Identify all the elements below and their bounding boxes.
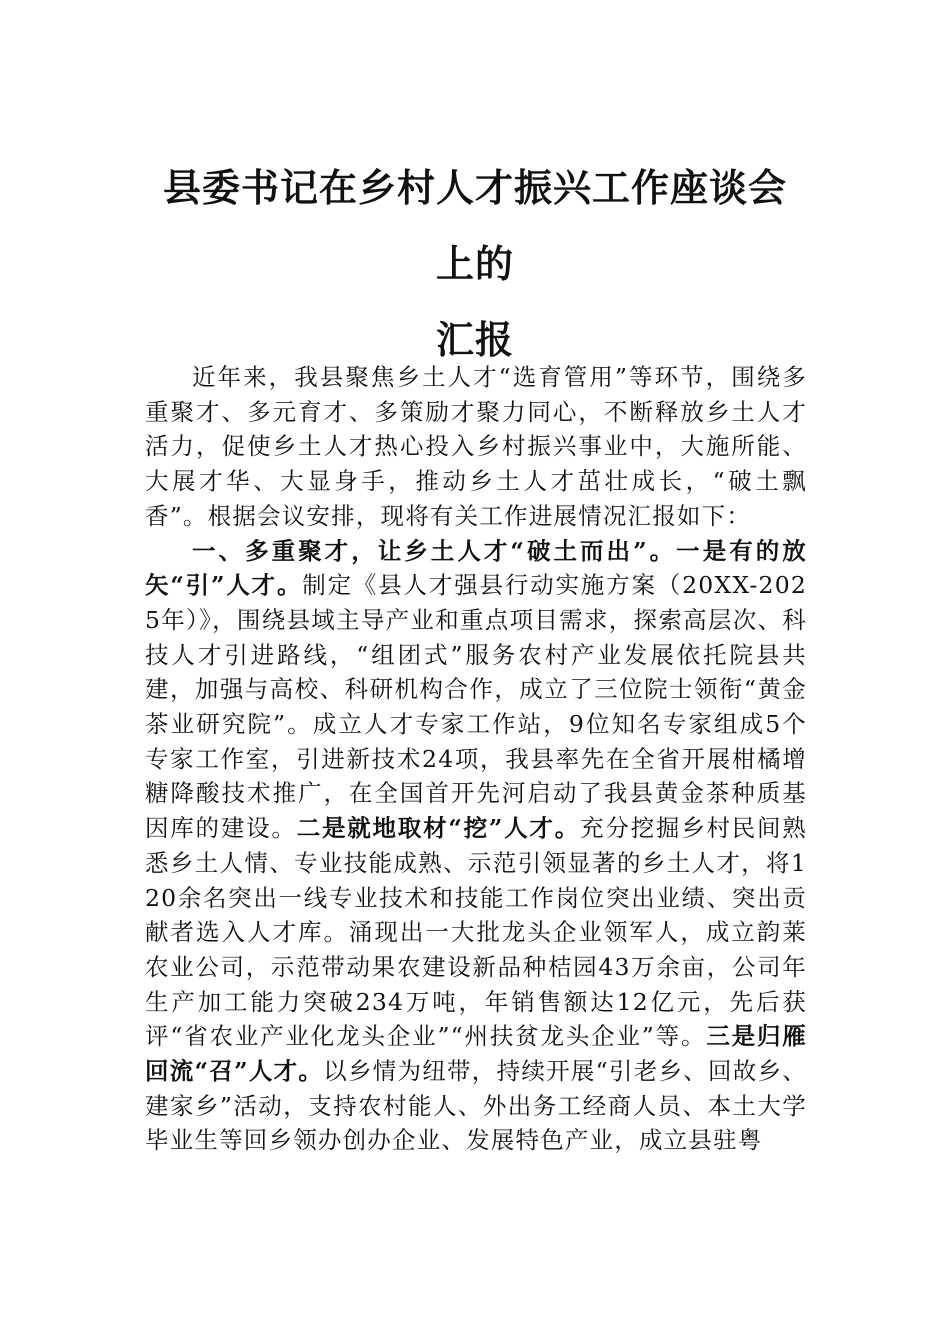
document-title [145,150,805,378]
item-1-text: 制定《县人才强县行动实施方案（20XX-2025年）》，围绕县域主导产业和重点项目需求，探索高层次、科技人才引进路线，“组团式”服务农村产业发展依托院县共建，加强与高校、科研机构合作，成立了三位院士领衔“黄金茶业研究院”。成立人才专家工作站，9位知名专家组成5个专家工作室，引进新技术24项，我县率先在全省开展柑橘增糖降酸技术推广，在全国首开先河启动了我县黄金茶种质基因库的建设。 [145,571,808,843]
title-line-1: 县委书记在乡村人才振兴工作座谈会上的 [162,165,787,286]
item-2-text: 充分挖掘乡村民间熟悉乡土人情、专业技能成熟、示范引领显著的乡土人才，将120余名突出一线专业技术和技能工作岗位突出业绩、突出贡献者选入人才库。涌现出一大批龙头企业领军人，成立韵莱农业公司，示范带动果农建设新品种桔园43万余亩，公司年生产加工能力突破234万吨，年销售额达12亿元，先后获评“省农业产业化龙头企业”“州扶贫龙头企业”等。 [145,814,808,1051]
document-body [145,360,807,1158]
intro-paragraph: 近年来，我县聚焦乡土人才“选育管用”等环节，围绕多重聚才、多元育才、多策励才聚力同心，不断释放乡土人才活力，促使乡土人才热心投入乡村振兴事业中，大施所能、大展才华、大显身手，推动乡土人才茁壮成长，“破土飘香”。根据会议安排，现将有关工作进展情况汇报如下： [145,363,807,530]
title-line-2: 汇报 [435,317,514,362]
item-1-heading: 一是有的放矢“引”人才。 [145,536,808,600]
item-2-heading: 二是就地取材“挖”人才。 [296,814,581,843]
item-3-heading: 三是归雁回流“召”人才。 [145,1022,807,1086]
item-3-text: 以乡情为纽带，持续开展“引老乡、回故乡、建家乡”活动，支持农村能人、外出务工经商人员、本土大学毕业生等回乡领办创办企业、发展特色产业，成立县驻粤 [145,1057,807,1155]
section-1-heading: 一、多重聚才，让乡土人才“破土而出”。 [192,536,677,565]
section-1-paragraph [145,534,807,1159]
